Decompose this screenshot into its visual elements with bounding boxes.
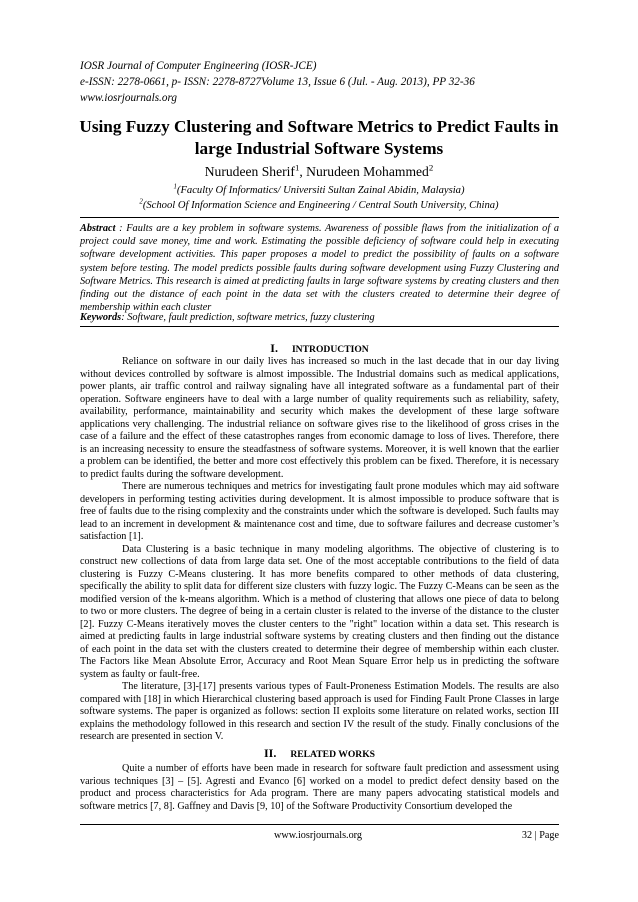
section-2-body xyxy=(80,763,559,813)
intro-paragraph-1: Reliance on software in our daily lives has increased so much in the last decade that in our day living without devices controlled by software is almost impossible. The Industrial domains such as medical applications, power plants, air traffic control and railway signaling have all integrated software as a fundamental part of their operation. Software engineers have to deal with a large number of quality requirements such as reliability, safety, availability, performance, maintainability and security which makes the development of these large software applications very challenging. The industrial reliance on software gives rise to the likelihood of gross crises in the case of a failure and the effect of these catastrophes ranges from economic damage to loss of lives. Therefore, there is an increasing necessity to ensure the steadfastness of software systems. Moreover, it is well known that the earlier a problem can be identified, the better and more cost effectively this problem can be fixed. Therefore, it is necessary to predict faults during the software development. xyxy=(80,356,559,480)
intro-paragraph-2: There are numerous techniques and metrics for investigating fault prone modules which may aid software developers in performing testing activities during development. It is almost impossible to produce software that is free of faults due to the rising complexity and the constraints under which the software is developed. Such faults may lead to an increment in development & maintenance cost and time, due to software failures and decrease customer’s satisfaction [1]. xyxy=(80,481,559,542)
author-separator: , xyxy=(299,164,307,179)
paper-title: Using Fuzzy Clustering and Software Metrics to Predict Faults in large Industrial Software Systems xyxy=(79,117,559,158)
section-1-number: I. xyxy=(270,341,278,355)
author-2-affil-marker: 2 xyxy=(428,162,434,173)
keywords-label: Keywords xyxy=(80,312,122,323)
section-1-title: INTRODUCTION xyxy=(291,344,369,355)
section-1-heading xyxy=(80,342,559,356)
page-number: 32 | Page xyxy=(521,830,559,841)
author-1-name: Nurudeen Sherif xyxy=(204,164,295,179)
affiliations xyxy=(78,184,560,213)
footer-rule xyxy=(80,824,559,825)
abstract-bottom-rule xyxy=(80,326,559,327)
abstract xyxy=(80,222,559,314)
journal-issn-volume: e-ISSN: 2278-0661, p- ISSN: 2278-8727Volume 13, Issue 6 (Jul. - Aug. 2013), PP 32-36 xyxy=(80,76,475,88)
author-1-affil-marker: 1 xyxy=(294,162,300,173)
author-line xyxy=(78,163,560,181)
section-1-body xyxy=(80,356,559,744)
affiliation-1-marker: 1 xyxy=(173,183,177,191)
keywords xyxy=(80,311,559,324)
affiliation-2-text: (School Of Information Science and Engineering / Central South University, China) xyxy=(142,199,499,211)
footer-website: www.iosrjournals.org xyxy=(273,830,362,841)
affiliation-2-marker: 2 xyxy=(139,198,143,206)
abstract-text: : Faults are a key problem in software systems. Awareness of possible flaws from the initialization of a project could save money, time and work. Estimating the possible deficiency of software could help in executing software development activities. This paper proposes a model to predict the possibility of faults on a software system before testing. The model predicts possible faults during software development using Fuzzy Clustering and Software Metrics. This research is aimed at predicting faults in large software systems by creating clusters and then finding out the distance of each point in the data set with the clusters created to determine their degree of membership within each cluster xyxy=(80,223,559,314)
related-works-paragraph-1: Quite a number of efforts have been made in research for software fault prediction and assessment using various techniques [3] – [5]. Agresti and Evanco [6] worked on a model to predict defect density based on the product and process characteristics for Ada program. There are many papers advocating statistical models and software metrics [7, 8]. Gaffney and Davis [9, 10] of the Software Productivity Consortium developed the xyxy=(80,763,559,812)
abstract-top-rule xyxy=(80,217,559,218)
section-2-heading xyxy=(80,747,559,761)
affiliation-1-text: (Faculty Of Informatics/ Universiti Sultan Zainal Abidin, Malaysia) xyxy=(176,185,465,196)
affiliation-2 xyxy=(78,199,560,214)
intro-paragraph-3: Data Clustering is a basic technique in many modeling algorithms. The objective of clustering is to construct new collections of data from large data set. One of the most acceptable contributions to the field of data clustering is Fuzzy C-Means clustering. It has more benefits compared to other methods of data clustering, specifically the ability to split data for different size clusters with fuzzy logic. The Fuzzy C-Means can be seen as the modified version of the k-means algorithm. Which is a method of clustering that allows one piece of data to belong to two or more clusters. The degree of being in a certain cluster is related to the inverse of the distance to the cluster [2]. Fuzzy C-Means iteratively moves the cluster centers to the "right" location within a data set. This research is aimed at predicting faults in large industrial software systems by creating clusters and then finding out the distance of each point in the data set with the clusters created to determine their degree of membership within each cluster. The Factors like Mean Absolute Error, Accuracy and Root Mean Square Error help us in predicting the software system as faulty or fault-free. xyxy=(80,543,559,680)
journal-name: IOSR Journal of Computer Engineering (IOSR-JCE) xyxy=(80,60,317,72)
journal-website: www.iosrjournals.org xyxy=(80,92,177,104)
section-2-title: RELATED WORKS xyxy=(290,749,376,760)
intro-paragraph-4: The literature, [3]-[17] presents various types of Fault-Proneness Estimation Models. The results are also compared with [18] in which Hierarchical clustering based approach is used for Finding Fault Prone Classes in large software systems. The paper is organized as follows: section II exploits some literature on related works, section III explains the methodology followed in this research and section IV the result of the study. Finally conclusions of the research are presented in section V. xyxy=(80,681,559,742)
section-2-number: II. xyxy=(263,746,277,760)
author-2-name: Nurudeen Mohammed xyxy=(306,164,429,179)
abstract-label: Abstract xyxy=(80,223,116,234)
journal-header xyxy=(80,58,560,106)
affiliation-1 xyxy=(78,184,560,199)
keywords-text: : Software, fault prediction, software metrics, fuzzy clustering xyxy=(121,312,375,323)
